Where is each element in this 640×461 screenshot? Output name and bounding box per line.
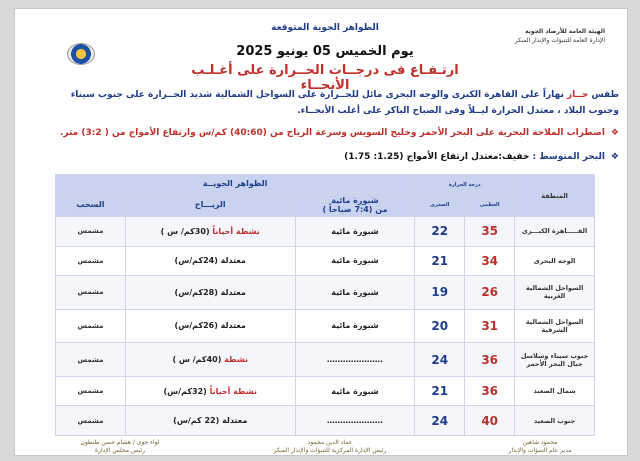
summary-line-1-a: طقس — [588, 90, 619, 100]
warning-bullet-icon: ❖ — [610, 128, 619, 138]
wind-value: معتدلة (22 كم/س) — [173, 416, 248, 426]
max-temp-cell: 36 — [465, 376, 515, 406]
col-phen-header-label: شبورة مائية — [331, 195, 379, 205]
phenomena-cell: شبورة مائية — [295, 217, 415, 247]
region-cell: جنوب سيناء وسلاسل جبال البحر الأحمر — [515, 343, 595, 377]
wind-value: (30كم/ س ) — [160, 226, 210, 236]
min-temp-cell: 20 — [415, 309, 465, 343]
summary-line-1-hot: حــار — [566, 90, 589, 100]
col-phen-group-header: الظواهر الجويــة — [56, 175, 415, 193]
wind-highlight: نشطة أحياناً — [209, 386, 257, 396]
signature-director — [455, 439, 625, 455]
sea-bullet-icon: ❖ — [610, 152, 619, 162]
cloud-cell: مشمس — [56, 276, 126, 310]
min-temp-cell: 21 — [415, 246, 465, 276]
cloud-cell: مشمس — [56, 343, 126, 377]
signature-chairman-title: رئيس مجلس الإدارة — [94, 447, 146, 454]
mediterranean-line — [33, 150, 619, 164]
signature-central-head — [245, 439, 415, 455]
col-temp-header-label: درجة الحرارة — [448, 182, 481, 188]
wind-cell — [125, 406, 295, 436]
marine-warning-text: اضطراب الملاحة البحرية على البحر الأحمر وخليج السويس وسرعة الرياح من (40:60) كم/س وارتفاع الأمواج من ( 3:2) متر. — [59, 128, 605, 138]
table-row — [56, 246, 595, 276]
max-temp-cell: 40 — [465, 406, 515, 436]
wind-cell — [125, 309, 295, 343]
headline: ارتـفـاع فى درجــات الحــرارة على أغـلـب الأنحــاء — [191, 63, 459, 93]
max-temp-cell: 26 — [465, 276, 515, 310]
phenomena-cell: شبورة مائية — [295, 309, 415, 343]
wind-value: معتدلة (26كم/س) — [174, 321, 246, 331]
cloud-cell: مشمس — [56, 406, 126, 436]
phenomena-cell: ………………… — [295, 343, 415, 377]
min-temp-cell: 19 — [415, 276, 465, 310]
max-temp-cell: 31 — [465, 309, 515, 343]
col-temp-header — [415, 175, 515, 193]
cloud-cell: مشمس — [56, 309, 126, 343]
cloud-cell: مشمس — [56, 246, 126, 276]
wind-cell — [125, 246, 295, 276]
region-cell: القـــــاهرة الكبـــرى — [515, 217, 595, 247]
table-row — [56, 309, 595, 343]
region-cell: شمال الصعيد — [515, 376, 595, 406]
table-row — [56, 406, 595, 436]
summary-line-1 — [33, 88, 619, 102]
mediterranean-value: خفيف:معتدل ارتفاع الأمواج (1.25: 1.75) — [344, 152, 530, 162]
region-cell: الوجه البحرى — [515, 246, 595, 276]
region-cell: السواحل الشمالية الغربية — [515, 276, 595, 310]
summary-line-1-b: نهاراً على القاهرة الكبرى والوجه البحرى مائل للحــرارة على السواحل الشمالية شديد الحــرارة على جنوب سيناء — [70, 90, 567, 100]
wind-value: معتدلة (28كم/س) — [174, 287, 246, 297]
region-cell: السواحل الشمالية الشرقية — [515, 309, 595, 343]
date-line: يوم الخميس 05 يونيو 2025 — [236, 44, 414, 59]
org-line-2: الإدارة العامة للتنبؤات والإنذار المبكر — [514, 37, 605, 44]
col-cloud-header: السحب — [56, 193, 126, 217]
wind-cell — [125, 217, 295, 247]
max-temp-cell: 36 — [465, 343, 515, 377]
min-temp-cell: 21 — [415, 376, 465, 406]
col-region-header: المنطقة — [515, 175, 595, 217]
wind-cell — [125, 343, 295, 377]
col-phen-header — [295, 193, 415, 217]
cloud-cell: مشمس — [56, 217, 126, 247]
col-max-header: العظمى — [465, 193, 515, 217]
org-line-1: الهيئة العامة للأرصاد الجوية — [524, 28, 605, 35]
min-temp-cell: 24 — [415, 343, 465, 377]
forecast-table-body — [56, 217, 595, 436]
forecast-sheet — [14, 8, 628, 456]
summary-line-2: وجنوب البلاد ، معتدل الحرارة ليــلاً وفى الصباح الباكر على أغلب الأنحــاء. — [297, 106, 619, 116]
mediterranean-label: البحر المتوسط : — [529, 152, 605, 162]
table-row — [56, 276, 595, 310]
signature-chairman — [35, 439, 205, 455]
wind-value: معتدلة (24كم/س) — [174, 256, 246, 266]
max-temp-cell: 35 — [465, 217, 515, 247]
forecast-title: الظواهر الجوية المتوقعة — [271, 23, 379, 33]
table-row — [56, 217, 595, 247]
table-row — [56, 343, 595, 377]
phenomena-cell: شبورة مائية — [295, 276, 415, 310]
min-temp-cell: 24 — [415, 406, 465, 436]
col-phen-header-sub: من (7:4 صباحاً ) — [322, 204, 388, 214]
phenomena-cell: ………………… — [295, 406, 415, 436]
wind-value: (32كم/س) — [163, 386, 207, 396]
marine-warning — [33, 126, 619, 140]
signature-director-title: مدير عام التنبؤات والإنذار — [508, 447, 572, 454]
ema-logo-icon — [67, 43, 95, 65]
signature-central-head-name: عماد الدين محمود — [307, 439, 353, 446]
min-temp-cell: 22 — [415, 217, 465, 247]
org-name-block — [455, 27, 605, 45]
wind-highlight: نشطة — [224, 355, 248, 365]
forecast-table — [55, 174, 595, 436]
phenomena-cell: شبورة مائية — [295, 246, 415, 276]
signature-central-head-title: رئيس الإدارة المركزية للتنبؤات والإنذار المبكر — [273, 447, 387, 454]
cloud-cell: مشمس — [56, 376, 126, 406]
region-cell: جنوب الصعيد — [515, 406, 595, 436]
wind-highlight: نشطة أحياناً — [212, 226, 260, 236]
col-wind-header: الريـــاح — [125, 193, 295, 217]
table-row — [56, 376, 595, 406]
signature-director-name: محمود شاهين — [522, 439, 558, 446]
max-temp-cell: 34 — [465, 246, 515, 276]
phenomena-cell: شبورة مائية — [295, 376, 415, 406]
signature-chairman-name: لواء جوى / هشام حسن طنطون — [80, 439, 160, 446]
col-min-header: الصغرى — [415, 193, 465, 217]
wind-value: (40كم/ س ) — [172, 355, 222, 365]
wind-cell — [125, 276, 295, 310]
wind-cell — [125, 376, 295, 406]
